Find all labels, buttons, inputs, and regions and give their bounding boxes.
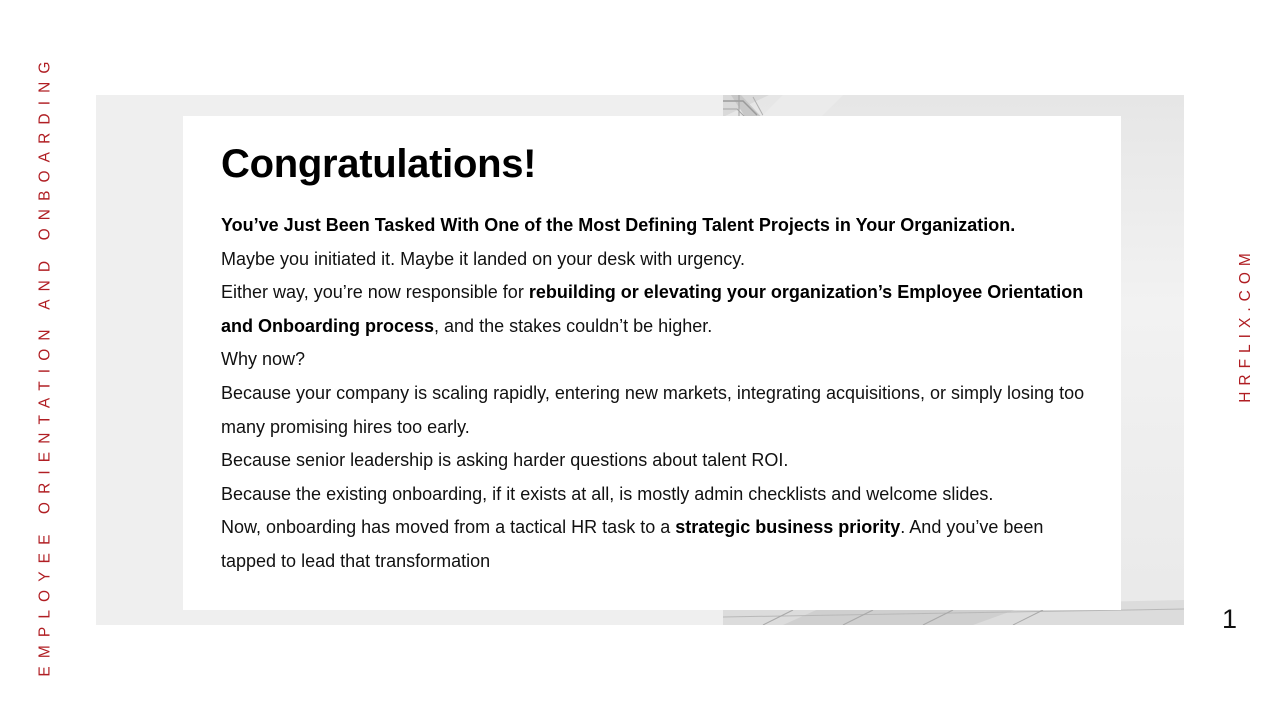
slide-body — [221, 209, 1091, 579]
paragraph-responsibility — [221, 276, 1091, 343]
paragraph-why-now: Why now? — [221, 349, 306, 370]
responsibility-lead: Either way, you’re now responsible for — [221, 282, 529, 303]
paragraph-because-existing: Because the existing onboarding, if it exists at all, is mostly admin checklists and welcome slides. — [221, 483, 994, 504]
slide-title: Congratulations! — [221, 142, 537, 186]
paragraph-because-roi: Because senior leadership is asking harder questions about talent ROI. — [221, 450, 789, 471]
page-number: 1 — [1222, 604, 1238, 634]
responsibility-tail: , and the stakes couldn’t be higher. — [434, 315, 713, 336]
vertical-title-left — [26, 38, 66, 692]
website-label: HRFLIX.COM — [1237, 247, 1254, 403]
responsibility-emphasis: rebuilding or elevating your organization’s Employee Orientation and Onboarding process — [221, 282, 1084, 336]
vertical-title-right — [1226, 232, 1266, 418]
paragraph-because-scaling: Because your company is scaling rapidly, entering new markets, integrating acquisitions, or simply losing too many promising hires too early. — [221, 382, 1085, 437]
paragraph-initiated: Maybe you initiated it. Maybe it landed on your desk with urgency. — [221, 248, 745, 269]
paragraph-strategic — [221, 511, 1091, 578]
strategic-emphasis: strategic business priority — [675, 517, 901, 538]
strategic-tail: . And you’ve been tapped to lead that transformation — [221, 517, 1044, 571]
headline-text: You’ve Just Been Tasked With One of the Most Defining Talent Projects in Your Organization. — [221, 215, 1016, 235]
strategic-lead: Now, onboarding has moved from a tactical HR task to a — [221, 517, 676, 538]
slide-topic-label: EMPLOYEE ORIENTATION AND ONBOARDING — [37, 53, 54, 677]
headline-paragraph — [221, 209, 1091, 243]
content-card — [183, 116, 1121, 610]
